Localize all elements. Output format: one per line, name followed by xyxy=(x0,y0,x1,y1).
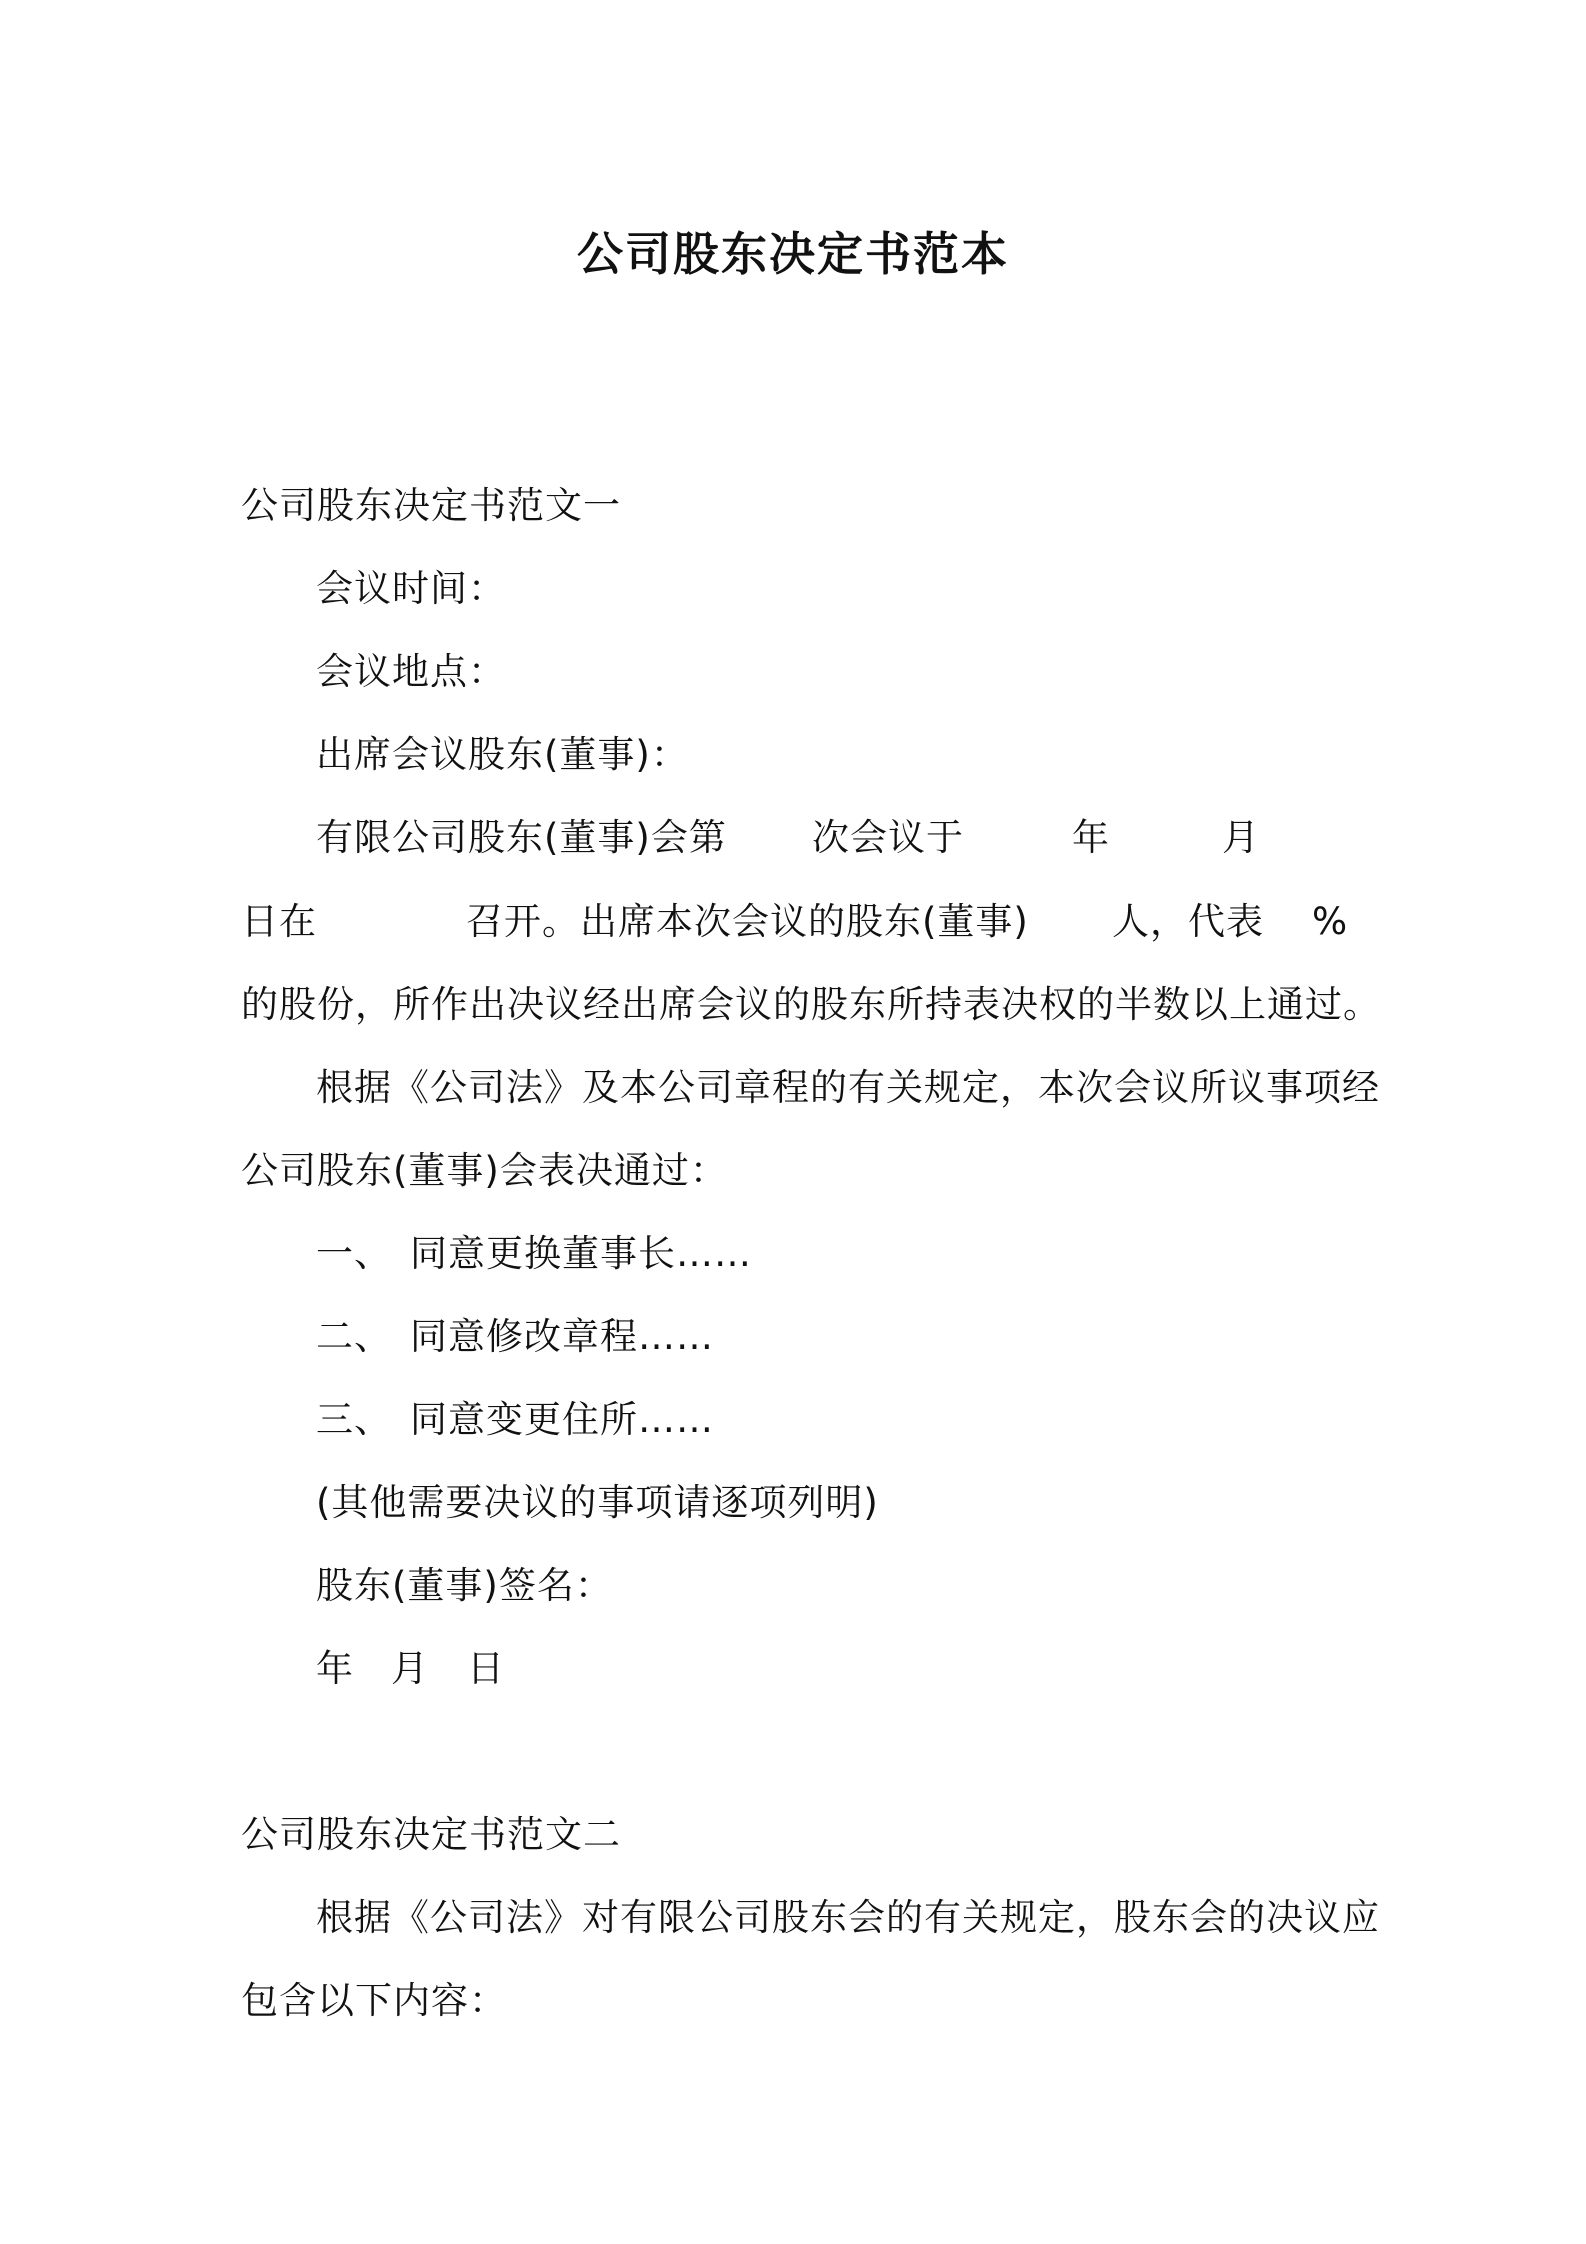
item-text: 同意变更住所…… xyxy=(410,1398,714,1441)
item-text: 同意修改章程…… xyxy=(410,1315,714,1358)
note-line: (其他需要决议的事项请逐项列明) xyxy=(316,1481,879,1524)
date-day: 日 xyxy=(467,1647,505,1690)
para1-line1-c: 年 xyxy=(1072,816,1110,859)
para1-line1-b: 次会议于 xyxy=(812,816,964,859)
item-number: 二、 xyxy=(316,1315,392,1358)
para2-line2: 公司股东(董事)会表决通过： xyxy=(241,1149,728,1192)
section2-para-line2: 包含以下内容： xyxy=(241,1979,507,2022)
item-text: 同意更换董事长…… xyxy=(410,1232,752,1275)
signature-label: 股东(董事)签名： xyxy=(316,1564,613,1607)
para1-line2-a: 日在 xyxy=(241,900,317,943)
para1-line2-c: 人，代表 xyxy=(1112,900,1264,943)
meeting-place-label: 会议地点： xyxy=(316,650,506,693)
section2-para-line1: 根据《公司法》对有限公司股东会的有关规定，股东会的决议应 xyxy=(316,1896,1380,1939)
para1-line1-a: 有限公司股东(董事)会第 xyxy=(316,816,727,859)
item-number: 一、 xyxy=(316,1232,392,1275)
section2-heading: 公司股东决定书范文二 xyxy=(241,1813,621,1856)
para1-line2-b: 召开。出席本次会议的股东(董事) xyxy=(466,900,1029,943)
date-year: 年 xyxy=(316,1647,354,1690)
section1-heading: 公司股东决定书范文一 xyxy=(241,484,621,527)
resolution-item xyxy=(316,1315,714,1359)
document-title: 公司股东决定书范本 xyxy=(577,227,1009,281)
resolution-item xyxy=(316,1398,714,1442)
para1-line3: 的股份，所作出决议经出席会议的股东所持表决权的半数以上通过。 xyxy=(241,983,1381,1026)
para2-line1: 根据《公司法》及本公司章程的有关规定，本次会议所议事项经 xyxy=(316,1066,1380,1109)
para1-line2-d: % xyxy=(1312,900,1349,943)
item-number: 三、 xyxy=(316,1398,392,1441)
attendees-label: 出席会议股东(董事)： xyxy=(316,733,689,776)
para1-line1-d: 月 xyxy=(1222,816,1260,859)
date-month: 月 xyxy=(391,1647,429,1690)
meeting-time-label: 会议时间： xyxy=(316,567,506,610)
resolution-item xyxy=(316,1232,752,1276)
